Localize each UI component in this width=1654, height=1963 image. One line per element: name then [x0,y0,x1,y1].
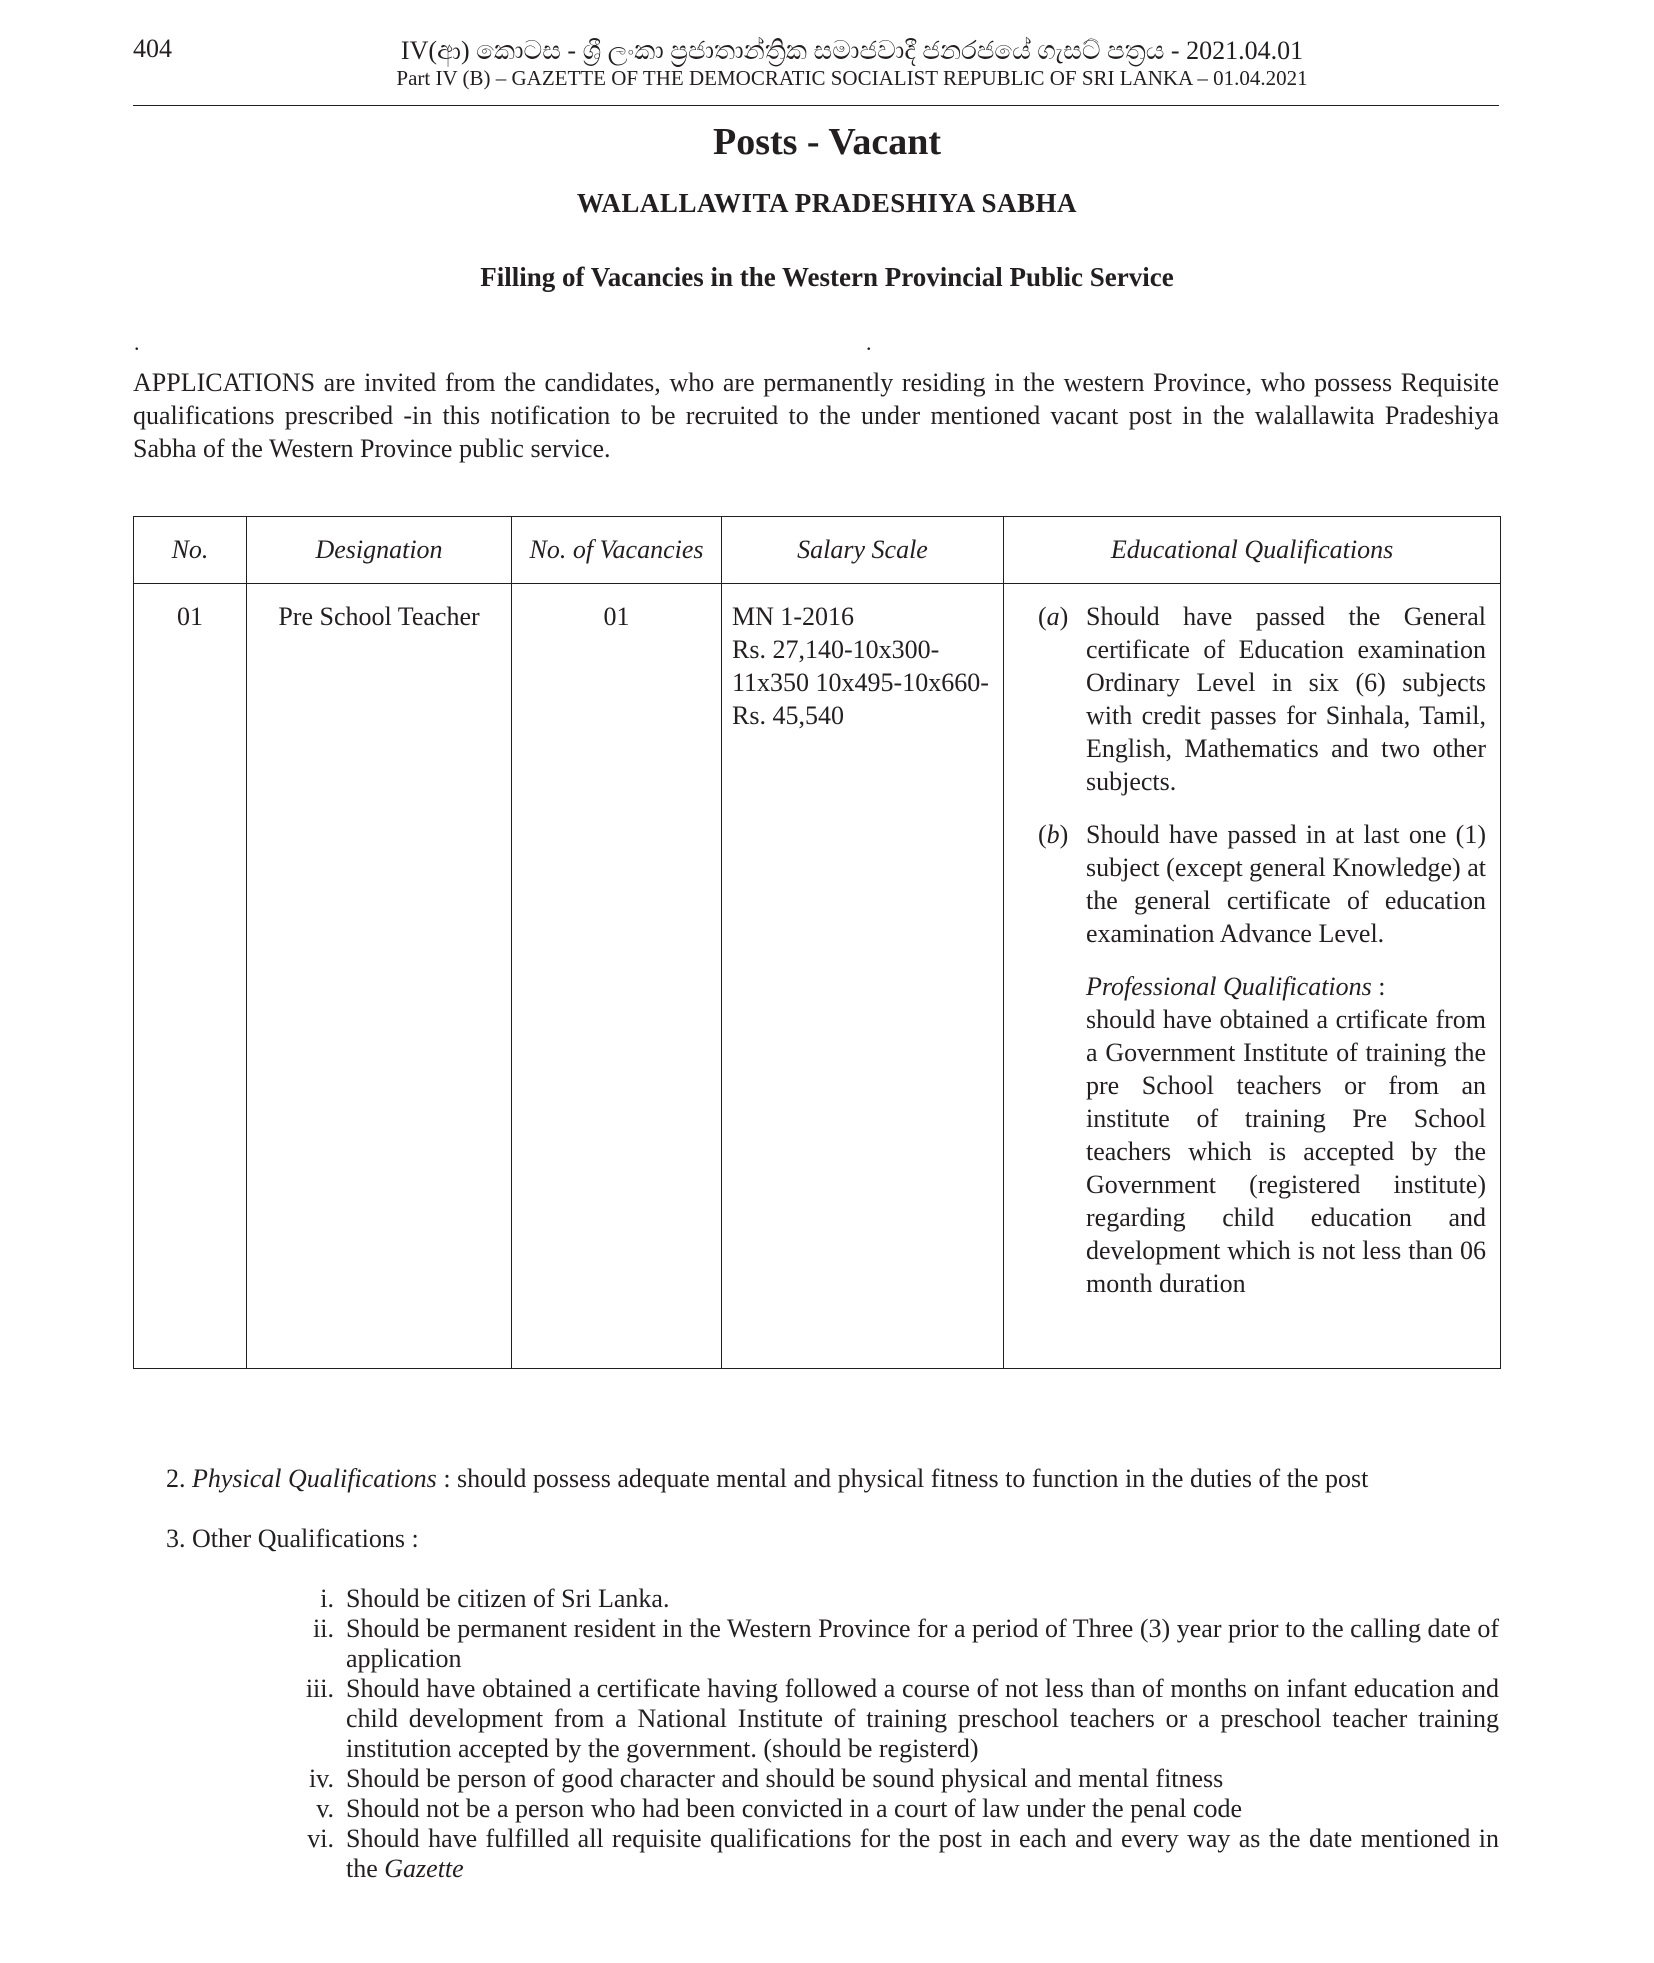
header-sinhala: IV(ආ) කොටස - ශ්‍රී ලංකා ප්‍රජාතාන්ත්‍රික සමාජවාදී ජනරජයේ ගැසට් පත්‍රය - 2021.04.01 [400,36,1304,65]
salary-line: Rs. 27,140-10x300- [732,635,940,664]
list-item: ii. Should be permanent resident in the Western Province for a period of Three (3) year prior to the calling date of application [313,1614,1499,1673]
professional-heading: Professional Qualifications : [1086,972,1386,1001]
qualification-label: (b) [1038,820,1069,849]
col-header-salary: Salary Scale [722,517,1004,584]
salary-line: MN 1-2016 [732,602,855,631]
other-qualifications-list [276,1584,1499,1884]
vacancy-table [133,516,1501,1369]
header-english: Part IV (B) – GAZETTE OF THE DEMOCRATIC SOCIALIST REPUBLIC OF SRI LANKA – 01.04.2021 [396,66,1308,90]
other-qualifications-heading: 3. Other Qualifications : [166,1524,419,1553]
organization-title: WALALLAWITA PRADESHIYA SABHA [576,188,1078,218]
cell-designation: Pre School Teacher [247,584,512,1369]
qualification-a [1014,600,1490,798]
col-header-qualifications: Educational Qualifications [1004,517,1501,584]
list-item: iv. Should be person of good character and should be sound physical and mental fitness [308,1764,1224,1793]
stray-dot-right: . [866,330,872,355]
cell-no: 01 [134,584,247,1369]
professional-text: should have obtained a crtificate from a Government Institute of training the pre School teachers or from an institute of training Pre School teachers which is accepted by the Government (registered institute) regarding child education and development which is not less than 06 month duration [1086,1005,1486,1298]
page-number: 404 [133,34,172,63]
header-divider [133,105,1499,106]
cell-qualifications [1004,584,1501,1369]
list-item: vi. Should have fulfilled all requisite qualifications for the post in each and every way as the date mentioned in the Gazette [307,1824,1499,1883]
notice-heading: Filling of Vacancies in the Western Provincial Public Service [480,262,1174,292]
col-header-no: No. [134,517,247,584]
col-header-vacancies: No. of Vacancies [512,517,722,584]
intro-paragraph: APPLICATIONS are invited from the candidates, who are permanently residing in the western Province, who possess Requisite qualifications prescribed -in this notification to be recruited to the under mentioned vacant post in the walallawita Pradeshiya Sabha of the Western Province public service. [133,368,1499,463]
stray-dot-left: . [134,330,140,355]
cell-vacancies: 01 [512,584,722,1369]
col-header-designation: Designation [247,517,512,584]
qualification-text: Should have passed in at last one (1) subject (except general Knowledge) at the general certificate of education examination Advance Level. [1086,820,1486,948]
list-item: iii. Should have obtained a certificate having followed a course of not less than of months on infant education and child development from a National Institute of training preschool teachers or a preschool teacher training institution accepted by the government. (should be registerd) [305,1674,1499,1763]
qualification-text: Should have passed the General certificate of Education examination Ordinary Level in six (6) subjects with credit passes for Sinhala, Tamil, English, Mathematics and two other subjects. [1086,602,1486,796]
qualification-label: (a) [1038,602,1069,631]
table-header-row [134,517,1501,584]
qualification-b [1014,818,1490,950]
professional-qualifications [1014,970,1490,1300]
list-item: v. Should not be a person who had been convicted in a court of law under the penal code [316,1794,1242,1823]
salary-line: 11x350 10x495-10x660- [732,668,989,697]
physical-qualifications: 2. Physical Qualifications : should possess adequate mental and physical fitness to function in the duties of the post [166,1464,1369,1493]
salary-line: Rs. 45,540 [732,701,844,730]
list-item: i. Should be citizen of Sri Lanka. [320,1584,670,1613]
cell-salary [722,584,1004,1369]
page-title: Posts - Vacant [712,121,942,163]
table-row [134,584,1501,1369]
